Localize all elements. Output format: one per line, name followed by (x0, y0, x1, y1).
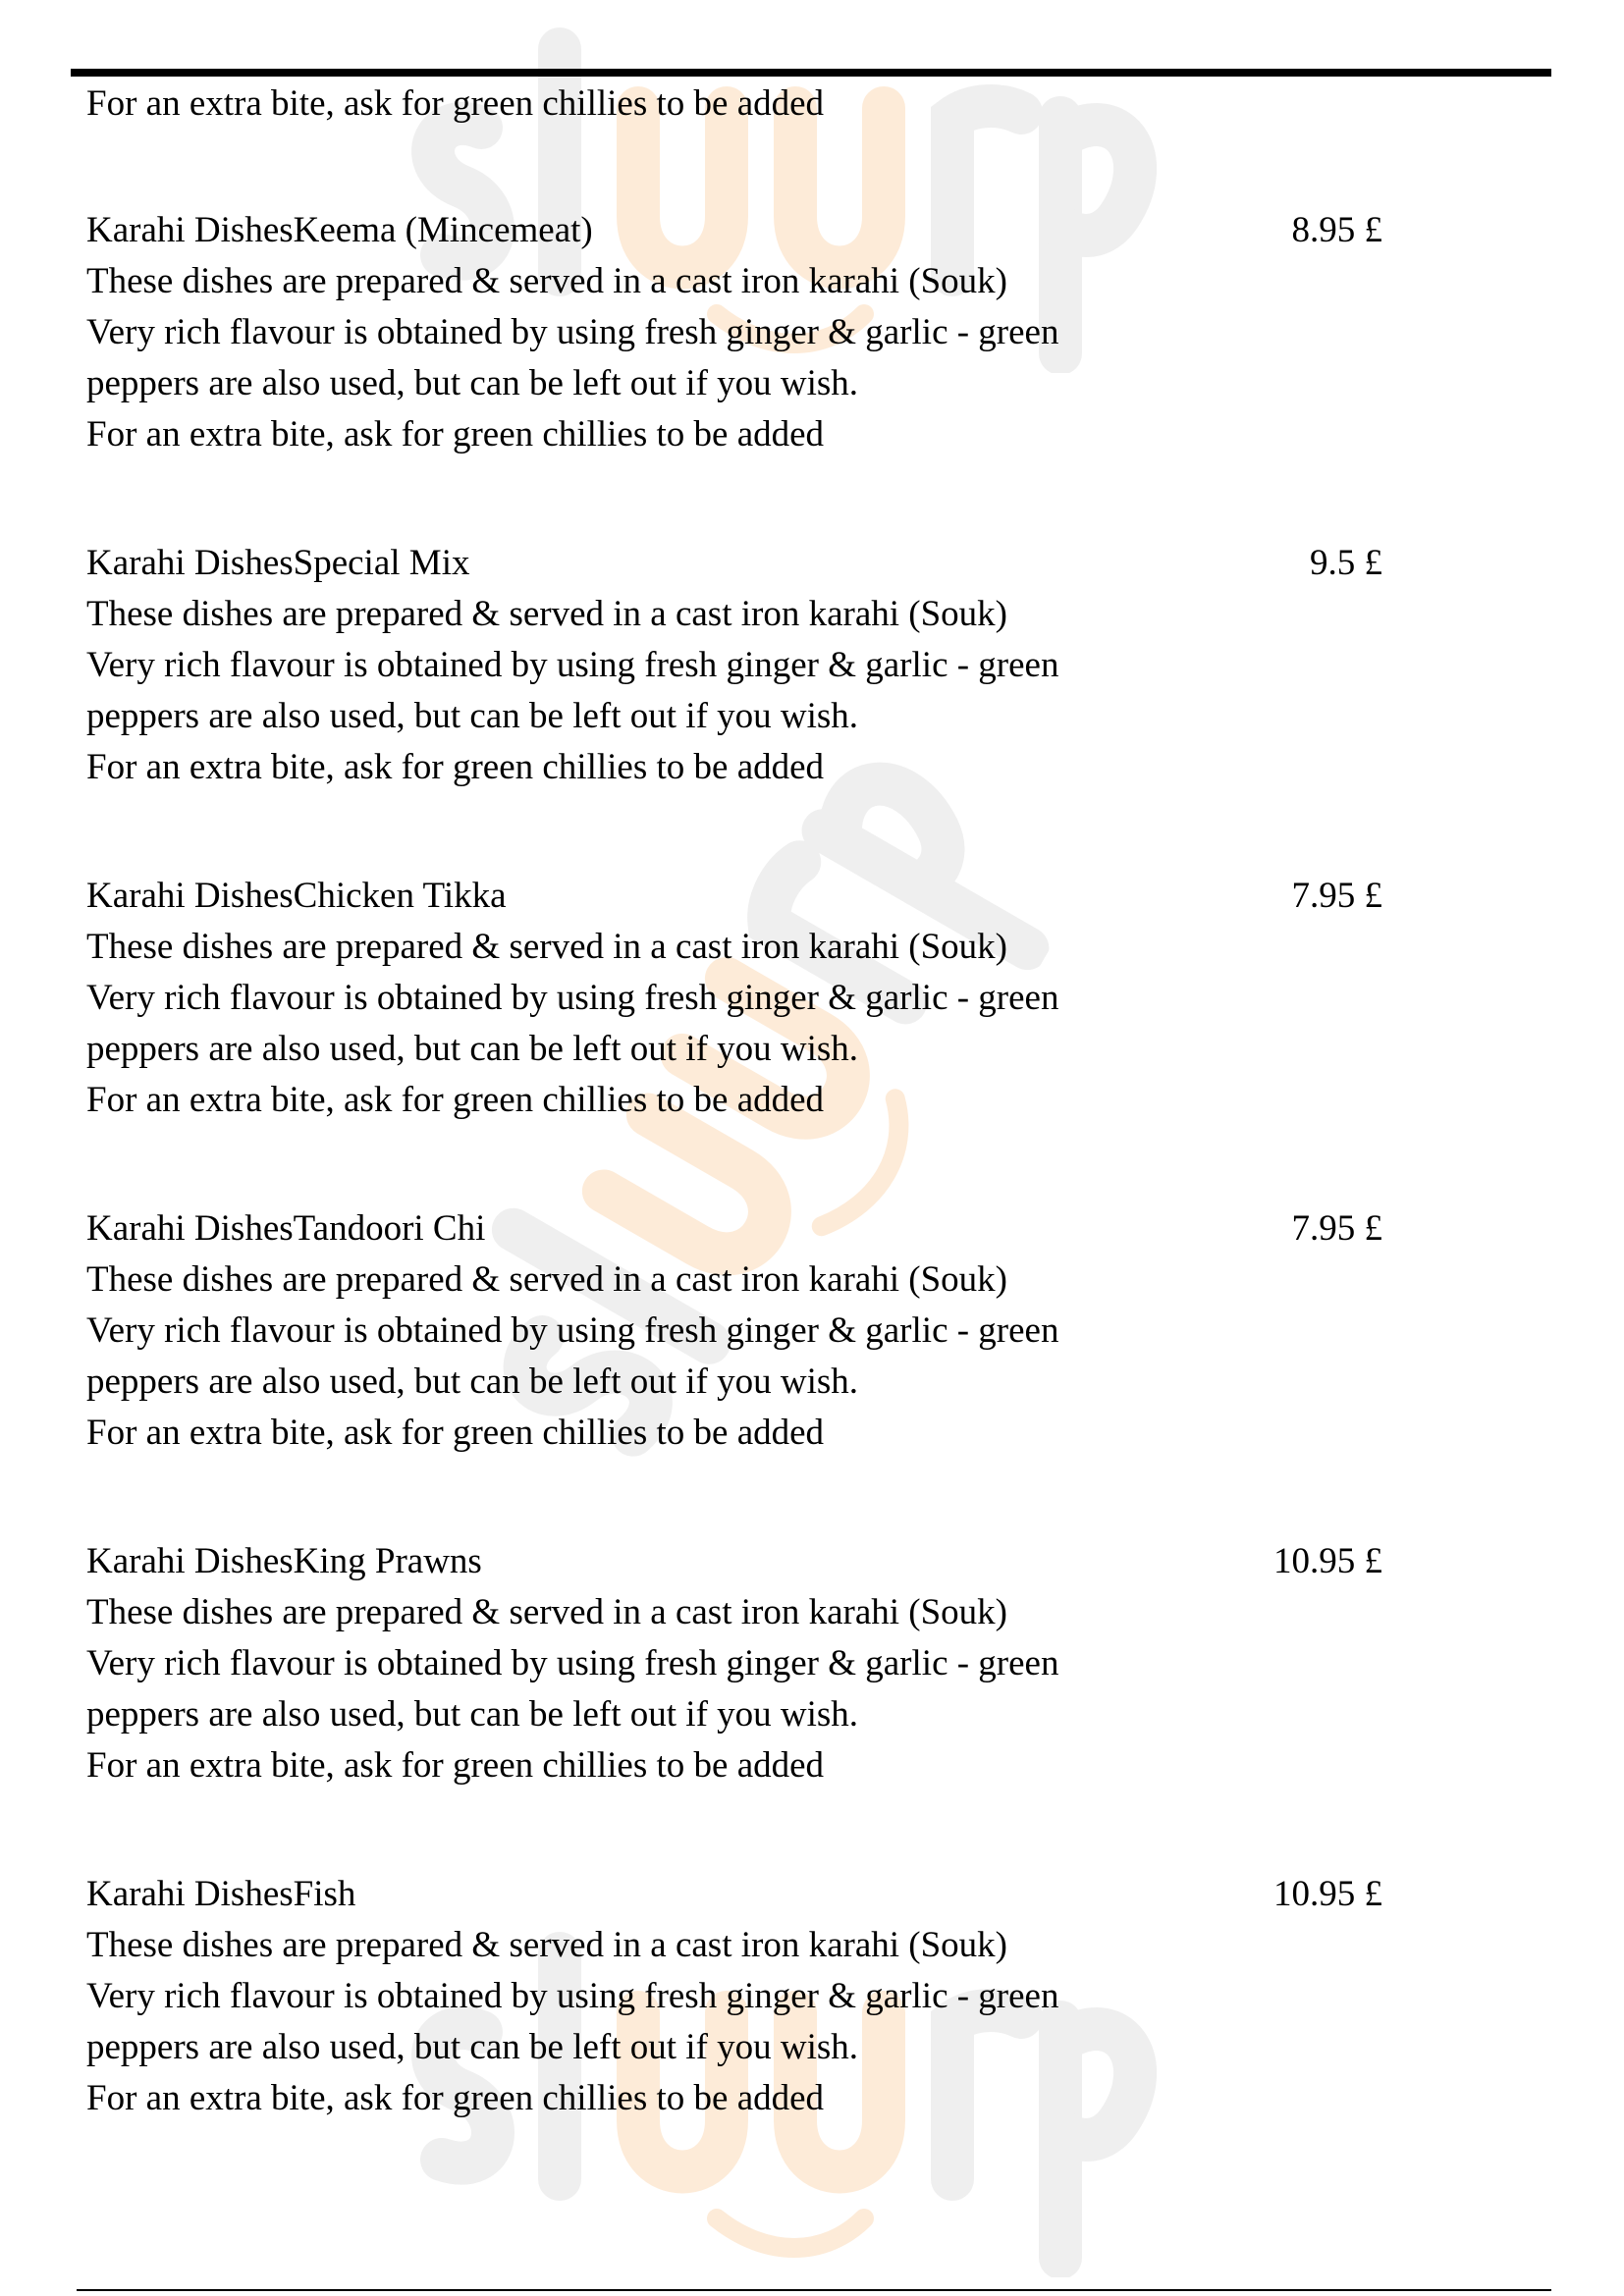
menu-item-description-line: Very rich flavour is obtained by using fresh ginger & garlic - green (86, 978, 1059, 1018)
menu-item-description-line: For an extra bite, ask for green chillies to be added (86, 2078, 825, 2118)
menu-item-description-line: peppers are also used, but can be left out if you wish. (86, 1362, 859, 1402)
menu-item-description-line: Very rich flavour is obtained by using fresh ginger & garlic - green (86, 1976, 1059, 2016)
menu-item-description-line: For an extra bite, ask for green chillies to be added (86, 1745, 825, 1786)
menu-item (86, 871, 1382, 1126)
menu-item-description-line: For an extra bite, ask for green chillies to be added (86, 747, 825, 787)
menu-item-description-line: These dishes are prepared & served in a cast iron karahi (Souk) (86, 594, 1008, 634)
menu-item-description-line: peppers are also used, but can be left out if you wish. (86, 2027, 859, 2067)
menu-item-name: Karahi DishesTandoori Chi (86, 1208, 486, 1249)
menu-item-description-line: Very rich flavour is obtained by using fresh ginger & garlic - green (86, 1310, 1059, 1351)
menu-item-description-line: These dishes are prepared & served in a cast iron karahi (Souk) (86, 927, 1008, 967)
menu-item (86, 1536, 1382, 1791)
top-divider (71, 69, 1551, 77)
menu-item (86, 538, 1382, 793)
menu-item-name: Karahi DishesChicken Tikka (86, 876, 507, 916)
menu-item-price: 10.95 £ (1273, 1541, 1382, 1581)
menu-item-description-line: These dishes are prepared & served in a cast iron karahi (Souk) (86, 261, 1008, 301)
menu-item-description-line: For an extra bite, ask for green chillies to be added (86, 1080, 825, 1120)
menu-item-price: 7.95 £ (1291, 1208, 1382, 1249)
menu-item (86, 1203, 1382, 1459)
menu-item-price: 7.95 £ (1291, 876, 1382, 916)
menu-item-price: 10.95 £ (1273, 1874, 1382, 1914)
continued-description-line: For an extra bite, ask for green chillies to be added (86, 83, 825, 124)
menu-item-description-line: peppers are also used, but can be left out if you wish. (86, 1694, 859, 1735)
menu-item-description-line: peppers are also used, but can be left out if you wish. (86, 696, 859, 736)
menu-item-description-line: Very rich flavour is obtained by using fresh ginger & garlic - green (86, 1643, 1059, 1683)
menu-item-description-line: Very rich flavour is obtained by using fresh ginger & garlic - green (86, 645, 1059, 685)
menu-item-description-line: For an extra bite, ask for green chillies to be added (86, 414, 825, 454)
menu-item (86, 205, 1382, 460)
menu-item-description-line: Very rich flavour is obtained by using fresh ginger & garlic - green (86, 312, 1059, 352)
menu-item-description-line: These dishes are prepared & served in a cast iron karahi (Souk) (86, 1925, 1008, 1965)
menu-item-name: Karahi DishesFish (86, 1874, 356, 1914)
menu-item-description-line: These dishes are prepared & served in a cast iron karahi (Souk) (86, 1592, 1008, 1632)
menu-item-name: Karahi DishesKeema (Mincemeat) (86, 210, 593, 250)
menu-item-price: 9.5 £ (1310, 543, 1382, 583)
menu-item (86, 1869, 1382, 2124)
menu-item-description-line: peppers are also used, but can be left out if you wish. (86, 363, 859, 403)
menu-item-description-line: peppers are also used, but can be left out if you wish. (86, 1029, 859, 1069)
menu-item-description-line: For an extra bite, ask for green chillies to be added (86, 1413, 825, 1453)
menu-item-name: Karahi DishesSpecial Mix (86, 543, 470, 583)
menu-item-name: Karahi DishesKing Prawns (86, 1541, 482, 1581)
menu-item-price: 8.95 £ (1291, 210, 1382, 250)
bottom-divider (77, 2289, 1551, 2291)
menu-item-description-line: These dishes are prepared & served in a cast iron karahi (Souk) (86, 1259, 1008, 1300)
